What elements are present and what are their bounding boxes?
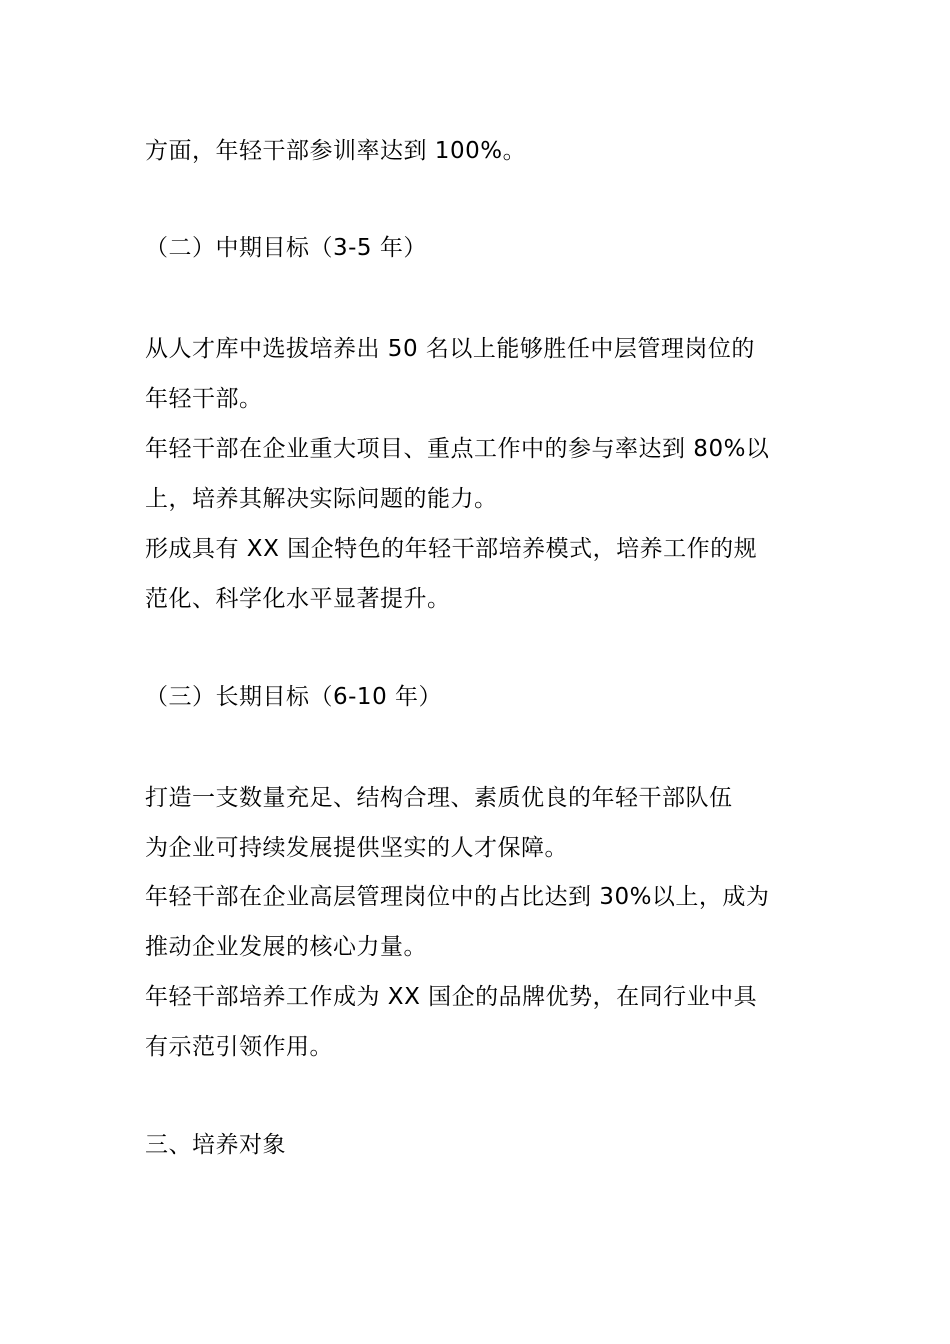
paragraph-line: 有示范引领作用。	[145, 1034, 333, 1060]
paragraph-line: 形成具有 XX 国企特色的年轻干部培养模式，培养工作的规	[145, 536, 758, 562]
paragraph-line: 年轻干部。	[145, 386, 263, 412]
section-heading-long-term: （三）长期目标（6-10 年）	[145, 684, 443, 710]
paragraph-line: 上，培养其解决实际问题的能力。	[145, 486, 498, 512]
paragraph-line: 年轻干部培养工作成为 XX 国企的品牌优势，在同行业中具	[145, 984, 758, 1010]
paragraph-line: 打造一支数量充足、结构合理、素质优良的年轻干部队伍	[145, 785, 733, 811]
paragraph-line: 年轻干部在企业高层管理岗位中的占比达到 30%以上，成为	[145, 884, 770, 910]
section-heading-mid-term: （二）中期目标（3-5 年）	[145, 235, 427, 261]
paragraph-line: 方面，年轻干部参训率达到 100%。	[145, 138, 527, 164]
paragraph-line: 推动企业发展的核心力量。	[145, 934, 427, 960]
paragraph-line: 从人才库中选拔培养出 50 名以上能够胜任中层管理岗位的	[145, 336, 755, 362]
paragraph-line: 年轻干部在企业重大项目、重点工作中的参与率达到 80%以	[145, 436, 770, 462]
paragraph-line: 范化、科学化水平显著提升。	[145, 586, 451, 612]
paragraph-line: 为企业可持续发展提供坚实的人才保障。	[145, 835, 568, 861]
section-heading-training-targets: 三、培养对象	[145, 1132, 286, 1158]
